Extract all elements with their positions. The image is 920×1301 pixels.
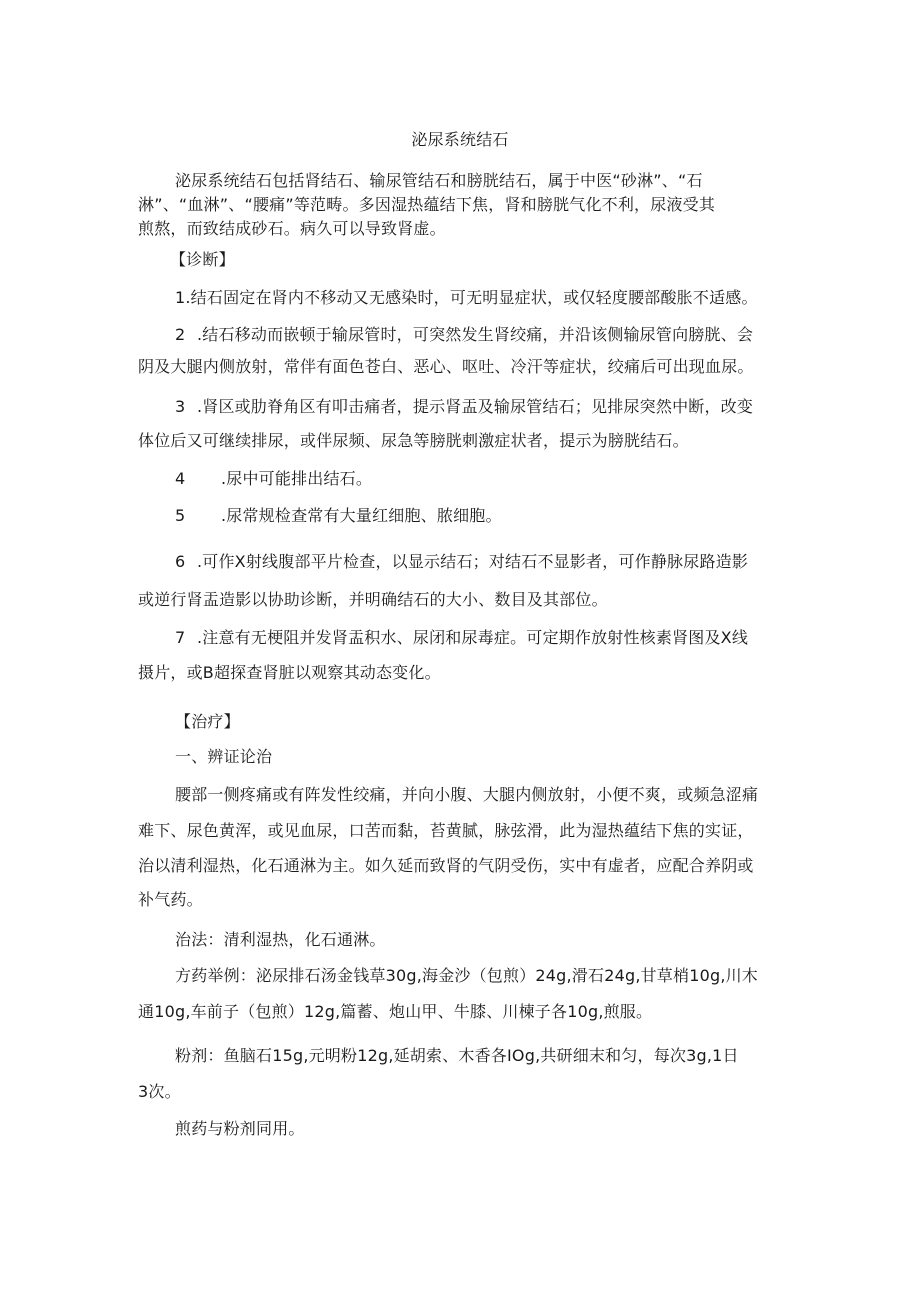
item-text: .可作X射线腹部平片检查，以显示结石；对结石不显影者，可作静脉尿路造影 [197, 552, 749, 571]
diagnosis-item-6 [175, 551, 748, 573]
treatment-paragraph-line: 腰部一侧疼痛或有阵发性绞痛，并向小腹、大腿内侧放射，小便不爽，或频急涩痛 [175, 785, 759, 804]
item-text: 结石固定在肾内不移动又无感染时，可无明显症状，或仅轻度腰部酸胀不适感。 [190, 288, 758, 307]
diagnosis-item-2 [175, 324, 753, 346]
treatment-heading: 【治疗】 [175, 712, 240, 731]
item-text: .尿中可能排出结石。 [221, 469, 373, 488]
diagnosis-item-7 [175, 627, 748, 649]
item-text: .尿常规检查常有大量红细胞、脓细胞。 [221, 506, 502, 525]
diagnosis-item-6-cont: 或逆行肾盂造影以协助诊断，并明确结石的大小、数目及其部位。 [138, 590, 608, 609]
diagnosis-item-7-cont: 摄片，或B超探查肾脏以观察其动态变化。 [138, 663, 441, 682]
powder-line: 3次。 [138, 1082, 181, 1101]
treatment-method: 治法：清利湿热，化石通淋。 [175, 930, 386, 949]
item-text: .结石移动而嵌顿于输尿管时，可突然发生肾绞痛，并沿该侧输尿管向膀胱、会 [197, 325, 754, 344]
treatment-paragraph-line: 治以清利湿热，化石通淋为主。如久延而致肾的气阴受伤，实中有虚者，应配合养阴或 [138, 856, 754, 875]
item-number: 6 [175, 552, 186, 571]
diagnosis-item-2-cont: 阴及大腿内侧放射，常伴有面色苍白、恶心、呕吐、冷汗等症状，绞痛后可出现血尿。 [138, 357, 754, 376]
powder-line: 粉剂：鱼脑石15g,元明粉12g,延胡索、木香各IOg,共研细末和匀，每次3g,1日 [175, 1046, 739, 1065]
diagnosis-heading: 【诊断】 [170, 250, 235, 269]
item-number: 1. [175, 288, 191, 307]
item-text: .肾区或肋脊角区有叩击痛者，提示肾盂及输尿管结石；见排尿突然中断，改变 [197, 397, 754, 416]
diagnosis-item-4 [175, 468, 372, 490]
treatment-paragraph-line: 难下、尿色黄浑，或见血尿，口苦而黏，苔黄腻，脉弦滑，此为湿热蕴结下焦的实证， [138, 821, 754, 840]
item-number: 4 [175, 469, 186, 488]
diagnosis-item-3 [175, 396, 753, 418]
item-number: 7 [175, 628, 186, 647]
intro-line: 煎熬，而致结成砂石。病久可以导致肾虚。 [138, 219, 446, 238]
treatment-paragraph-line: 补气药。 [138, 890, 203, 909]
diagnosis-item-5 [175, 505, 502, 527]
intro-line: 泌尿系统结石包括肾结石、输尿管结石和膀胱结石，属于中医“砂淋”、“石 [175, 171, 703, 190]
diagnosis-item-1 [175, 287, 758, 309]
diagnosis-item-3-cont: 体位后又可继续排尿，或伴尿频、尿急等膀胱刺激症状者，提示为膀胱结石。 [138, 431, 689, 450]
intro-line: 淋”、“血淋”、“腰痛”等范畴。多因湿热蕴结下焦，肾和膀胱气化不利，尿液受其 [138, 195, 716, 214]
treatment-subheading: 一、辨证论治 [175, 747, 273, 766]
item-number: 2 [175, 325, 186, 344]
prescription-line: 方药举例：泌尿排石汤金钱草30g,海金沙（包煎）24g,滑石24g,甘草梢10g,川木 [175, 966, 759, 985]
page-title: 泌尿系统结石 [411, 130, 509, 149]
item-number: 5 [175, 506, 186, 525]
item-text: .注意有无梗阻并发肾盂积水、尿闭和尿毒症。可定期作放射性核素肾图及X线 [197, 628, 749, 647]
usage-note: 煎药与粉剂同用。 [175, 1119, 305, 1138]
prescription-line: 通10g,车前子（包煎）12g,篇蓄、炮山甲、牛膝、川楝子各10g,煎服。 [138, 1002, 653, 1021]
item-number: 3 [175, 397, 186, 416]
